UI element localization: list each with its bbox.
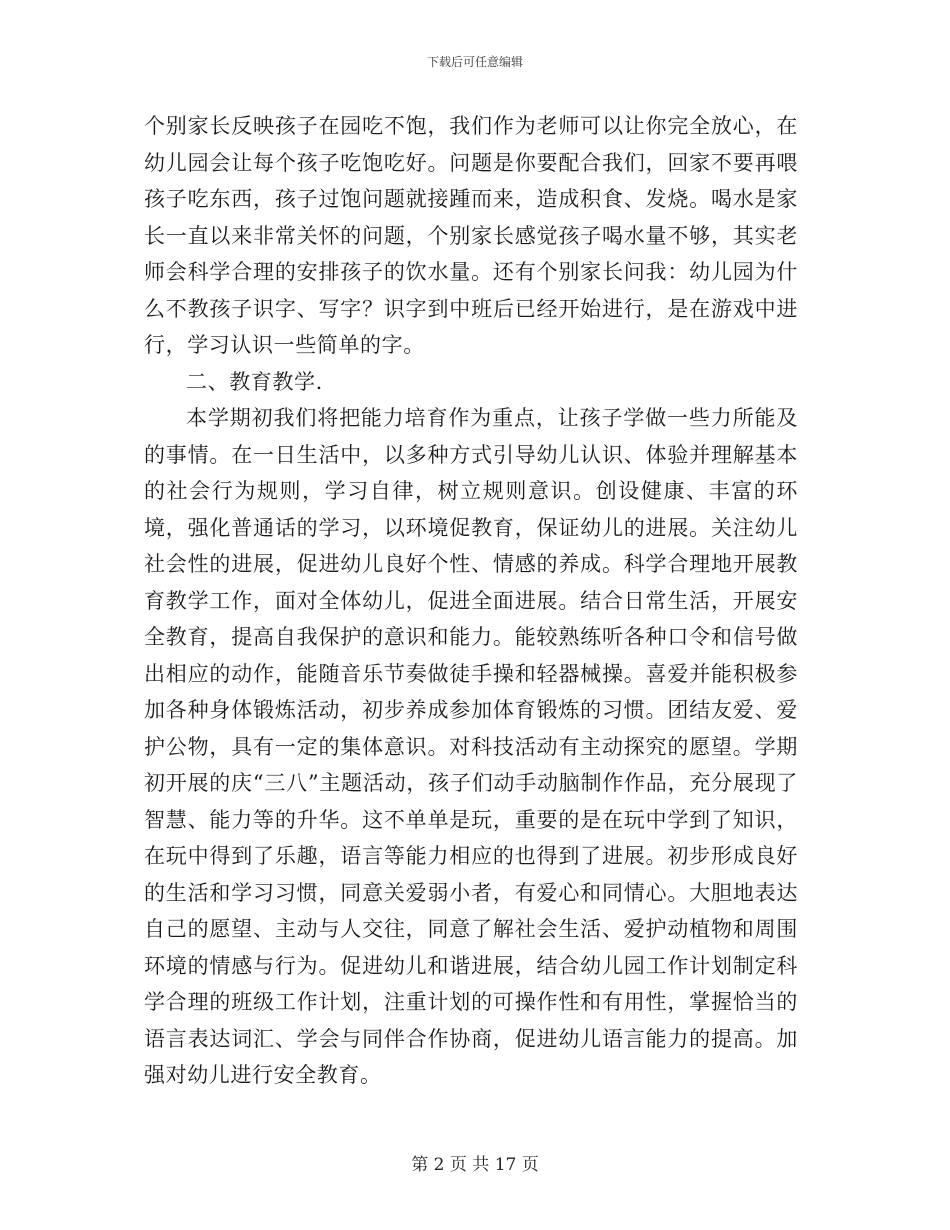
- page-header: [0, 54, 950, 70]
- page-footer: [0, 1154, 950, 1176]
- footer-prefix: 第: [411, 1155, 429, 1175]
- footer-middle: 页 共: [449, 1155, 490, 1175]
- paragraph-continuation: 个别家长反映孩子在园吃不饱，我们作为老师可以让你完全放心，在幼儿园会让每个孩子吃饱吃好。问题是你要配合我们，回家不要再喂孩子吃东西，孩子过饱问题就接踵而来，造成积食、发烧。喝水是家长一直以来非常关怀的问题，个别家长感觉孩子喝水量不够，其实老师会科学合理的安排孩子的饮水量。还有个别家长问我：幼儿园为什么不教孩子识字、写字？识字到中班后已经开始进行，是在游戏中进行，学习认识一些简单的字。: [144, 114, 798, 357]
- document-body: [144, 108, 798, 1094]
- section-heading-education: 二、教育教学.: [186, 369, 323, 394]
- footer-total-pages: 17: [494, 1155, 517, 1175]
- header-note: 下载后可任意编辑: [426, 55, 523, 69]
- footer-suffix: 页: [521, 1155, 539, 1175]
- footer-current-page: 2: [433, 1155, 445, 1175]
- paragraph-education: 本学期初我们将把能力培育作为重点，让孩子学做一些力所能及的事情。在一日生活中，以多种方式引导幼儿认识、体验并理解基本的社会行为规则，学习自律，树立规则意识。创设健康、丰富的环境，强化普通话的学习，以环境促教育，保证幼儿的进展。关注幼儿社会性的进展，促进幼儿良好个性、情感的养成。科学合理地开展教育教学工作，面对全体幼儿，促进全面进展。结合日常生活，开展安全教育，提高自我保护的意识和能力。能较熟练听各种口令和信号做出相应的动作，能随音乐节奏做徒手操和轻器械操。喜爱并能积极参加各种身体锻炼活动，初步养成参加体育锻炼的习惯。团结友爱、爱护公物，具有一定的集体意识。对科技活动有主动探究的愿望。学期初开展的庆“三八”主题活动，孩子们动手动脑制作作品，充分展现了智慧、能力等的升华。这不单单是玩，重要的是在玩中学到了知识，在玩中得到了乐趣，语言等能力相应的也得到了进展。初步形成良好的生活和学习习惯，同意关爱弱小者，有爱心和同情心。大胆地表达自己的愿望、主动与人交往，同意了解社会生活、爱护动植物和周围环境的情感与行为。促进幼儿和谐进展，结合幼儿园工作计划制定科学合理的班级工作计划，注重计划的可操作性和有用性，掌握恰当的语言表达词汇、学会与同伴合作协商，促进幼儿语言能力的提高。加强对幼儿进行安全教育。: [144, 406, 798, 1087]
